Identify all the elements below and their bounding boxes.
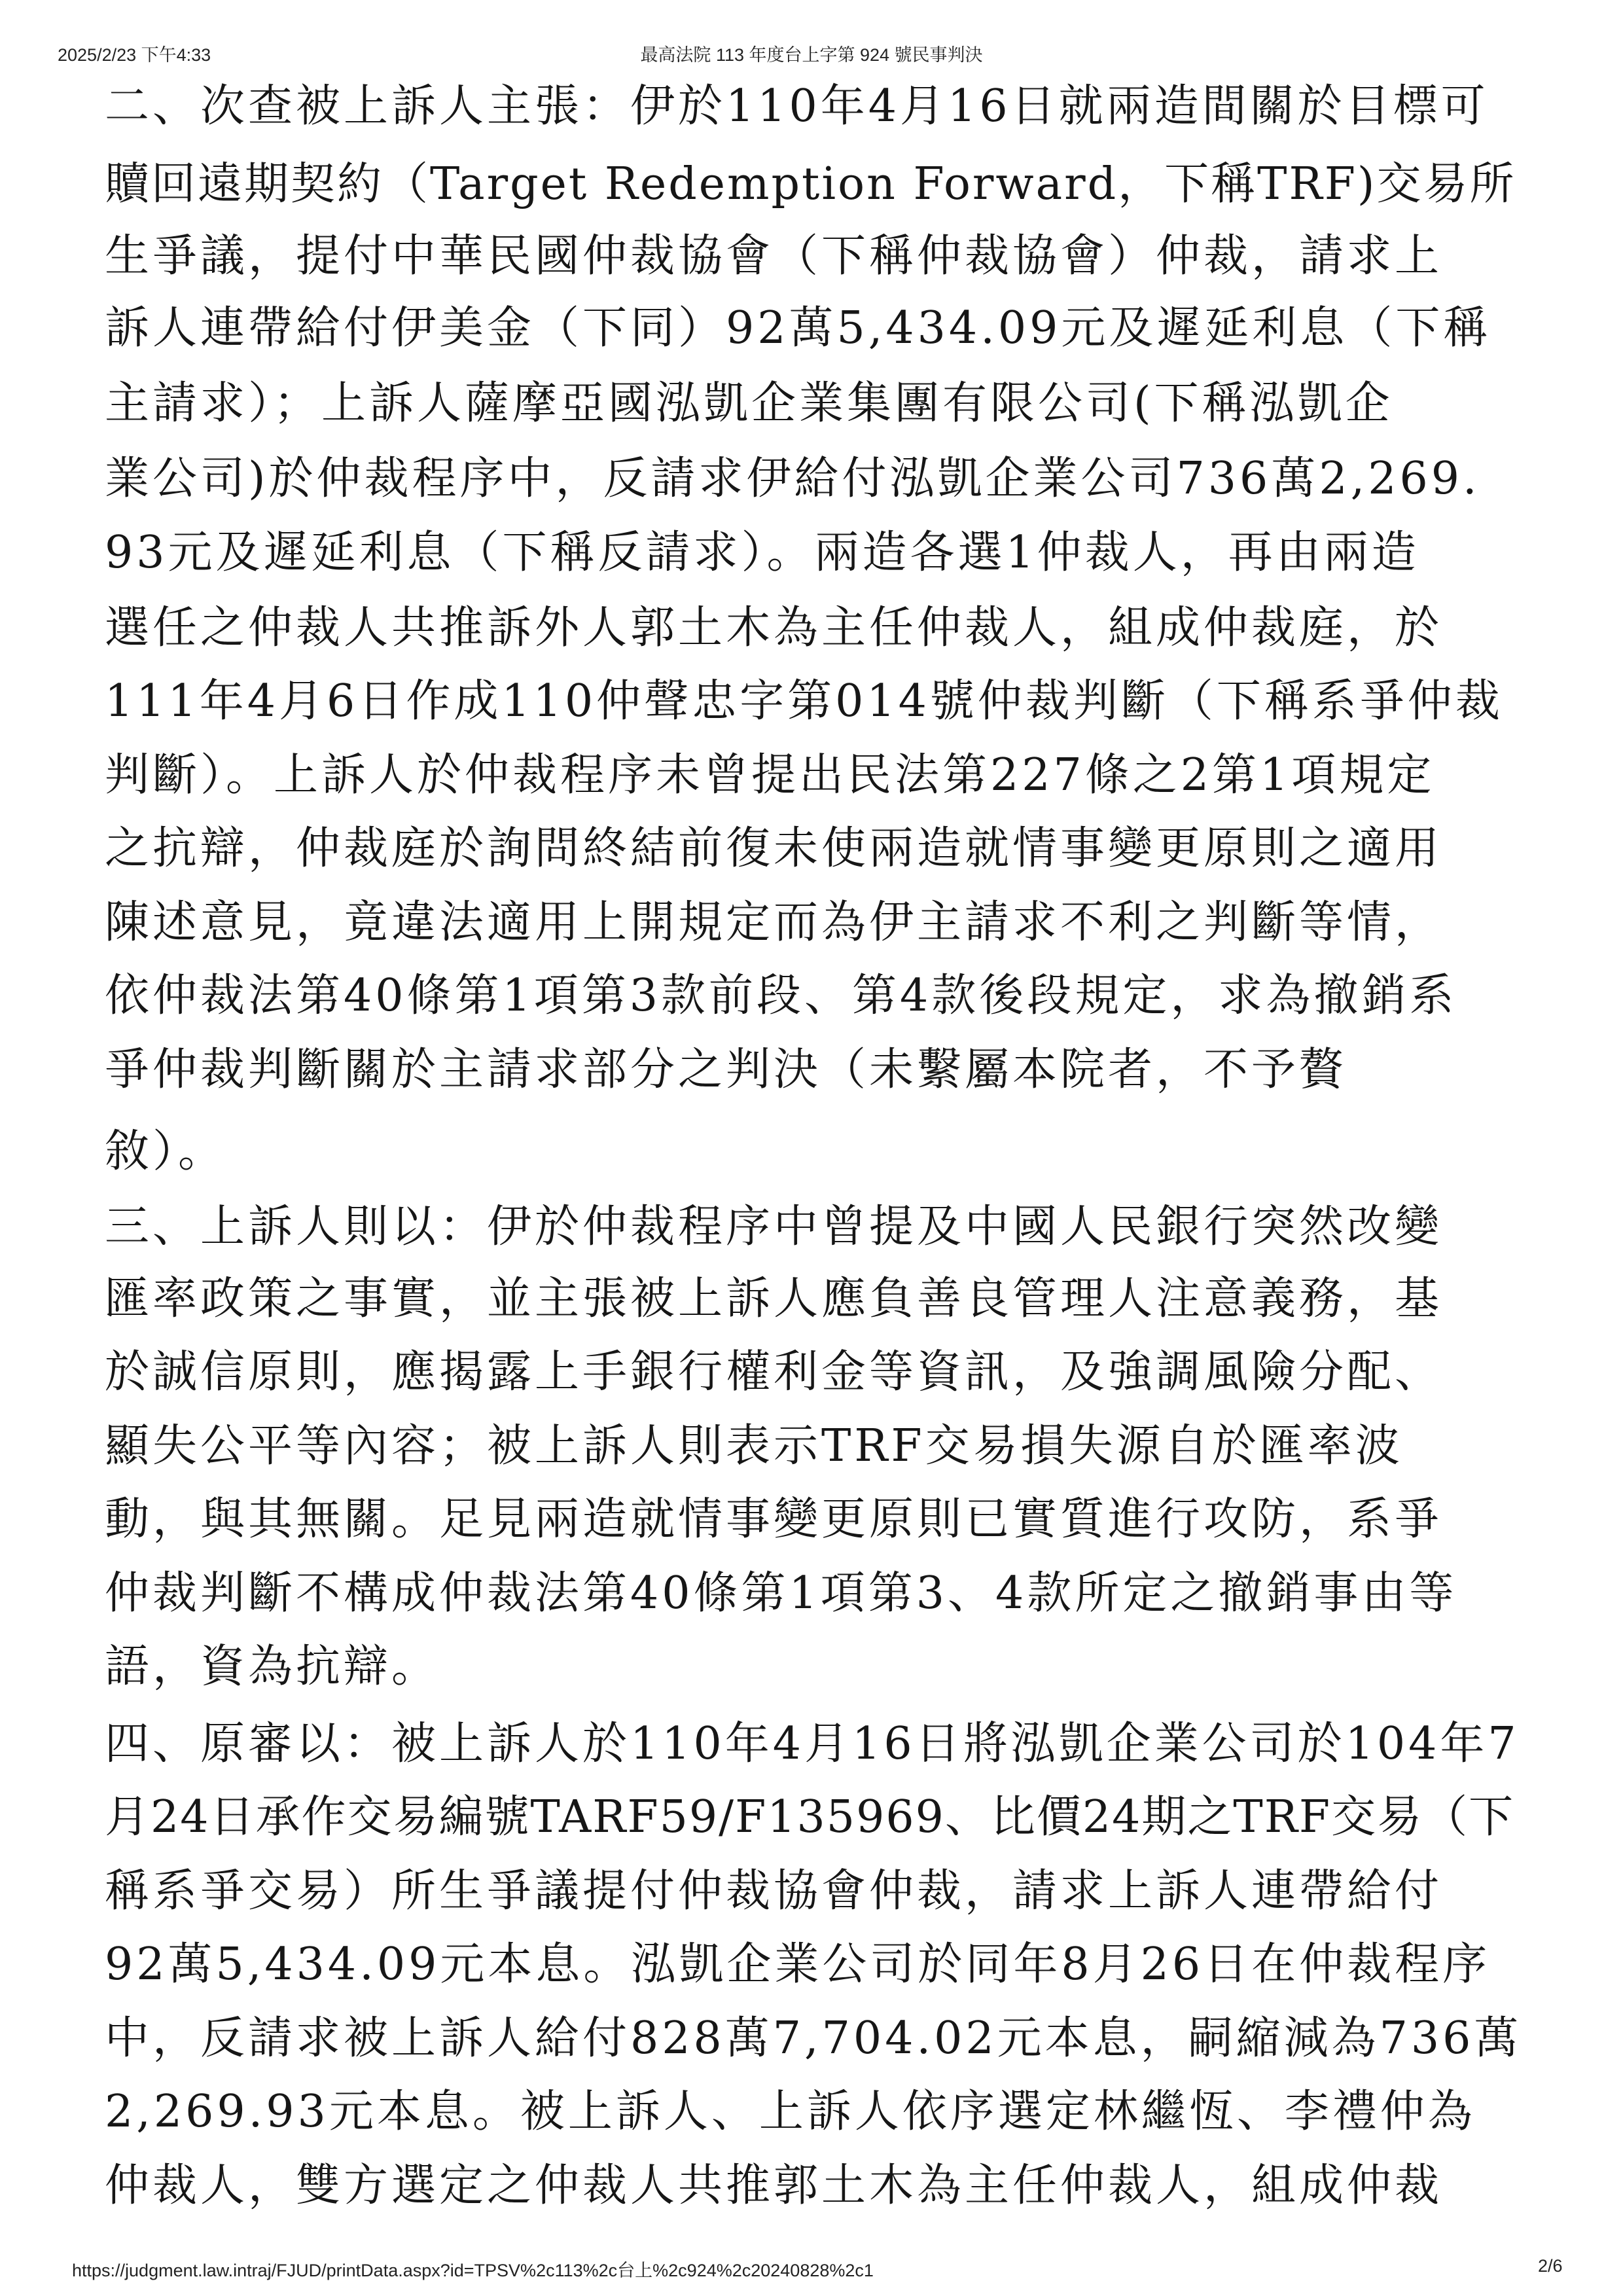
text-line: 仲裁人，雙方選定之仲裁人共推郭土木為主任仲裁人，組成仲裁 <box>105 2160 1443 2212</box>
text-line: 於誠信原則，應揭露上手銀行權利金等資訊，及強調風險分配、 <box>105 1346 1443 1398</box>
text-line: 四、原審以：被上訴人於110年4月16日將泓凱企業公司於104年7 <box>105 1718 1520 1770</box>
print-url: https://judgment.law.intraj/FJUD/printData.aspx?id=TPSV%2c113%2c台上%2c924%2c20240828%2c1 <box>72 2261 874 2280</box>
text-line: 111年4月6日作成110仲聲忠字第014號仲裁判斷（下稱系爭仲裁 <box>105 675 1503 727</box>
text-line: 業公司)於仲裁程序中，反請求伊給付泓凱企業公司736萬2,269. <box>105 453 1480 505</box>
text-line: 中，反請求被上訴人給付828萬7,704.02元本息，嗣縮減為736萬 <box>105 2013 1522 2064</box>
text-line: 判斷）。上訴人於仲裁程序未曾提出民法第227條之2第1項規定 <box>105 749 1435 801</box>
text-line: 選任之仲裁人共推訴外人郭土木為主任仲裁人，組成仲裁庭，於 <box>105 602 1443 654</box>
text-line: 語，資為抗辯。 <box>105 1641 440 1693</box>
text-line: 之抗辯，仲裁庭於詢問終結前復未使兩造就情事變更原則之適用 <box>105 823 1443 874</box>
text-line: 93元及遲延利息（下稱反請求）。兩造各選1仲裁人，再由兩造 <box>105 527 1419 579</box>
text-line: 訴人連帶給付伊美金（下同）92萬5,434.09元及遲延利息（下稱 <box>105 302 1491 354</box>
text-line: 敘）。 <box>105 1126 226 1177</box>
text-line: 二、次查被上訴人主張：伊於110年4月16日就兩造間關於目標可 <box>105 81 1489 132</box>
text-line: 陳述意見，竟違法適用上開規定而為伊主請求不利之判斷等情， <box>105 897 1443 948</box>
text-line: 爭仲裁判斷關於主請求部分之判決（未繫屬本院者，不予贅 <box>105 1044 1347 1096</box>
text-line: 贖回遠期契約（Target Redemption Forward，下稱TRF)交易所 <box>105 158 1516 210</box>
text-line: 生爭議，提付中華民國仲裁協會（下稱仲裁協會）仲裁，請求上 <box>105 230 1443 282</box>
text-line: 仲裁判斷不構成仲裁法第40條第1項第3、4款所定之撤銷事由等 <box>105 1568 1457 1619</box>
text-line: 依仲裁法第40條第1項第3款前段、第4款後段規定，求為撤銷系 <box>105 970 1457 1022</box>
page-number: 2/6 <box>1538 2256 1563 2276</box>
text-line: 稱系爭交易）所生爭議提付仲裁協會仲裁，請求上訴人連帶給付 <box>105 1865 1443 1917</box>
text-line: 顯失公平等內容；被上訴人則表示TRF交易損失源自於匯率波 <box>105 1420 1403 1472</box>
text-line: 2,269.93元本息。被上訴人、上訴人依序選定林繼恆、李禮仲為 <box>105 2086 1476 2138</box>
document-title: 最高法院 113 年度台上字第 924 號民事判決 <box>640 45 983 65</box>
text-line: 月24日承作交易編號TARF59/F135969、比價24期之TRF交易（下 <box>105 1791 1515 1843</box>
print-datetime: 2025/2/23 下午4:33 <box>58 45 211 65</box>
text-line: 匯率政策之事實，並主張被上訴人應負善良管理人注意義務，基 <box>105 1273 1443 1325</box>
text-line: 三、上訴人則以：伊於仲裁程序中曾提及中國人民銀行突然改變 <box>105 1201 1443 1253</box>
text-line: 動，與其無關。足見兩造就情事變更原則已實質進行攻防，系爭 <box>105 1494 1443 1545</box>
text-line: 主請求）；上訴人薩摩亞國泓凱企業集團有限公司(下稱泓凱企 <box>105 378 1393 429</box>
text-line: 92萬5,434.09元本息。泓凱企業公司於同年8月26日在仲裁程序 <box>105 1939 1491 1990</box>
